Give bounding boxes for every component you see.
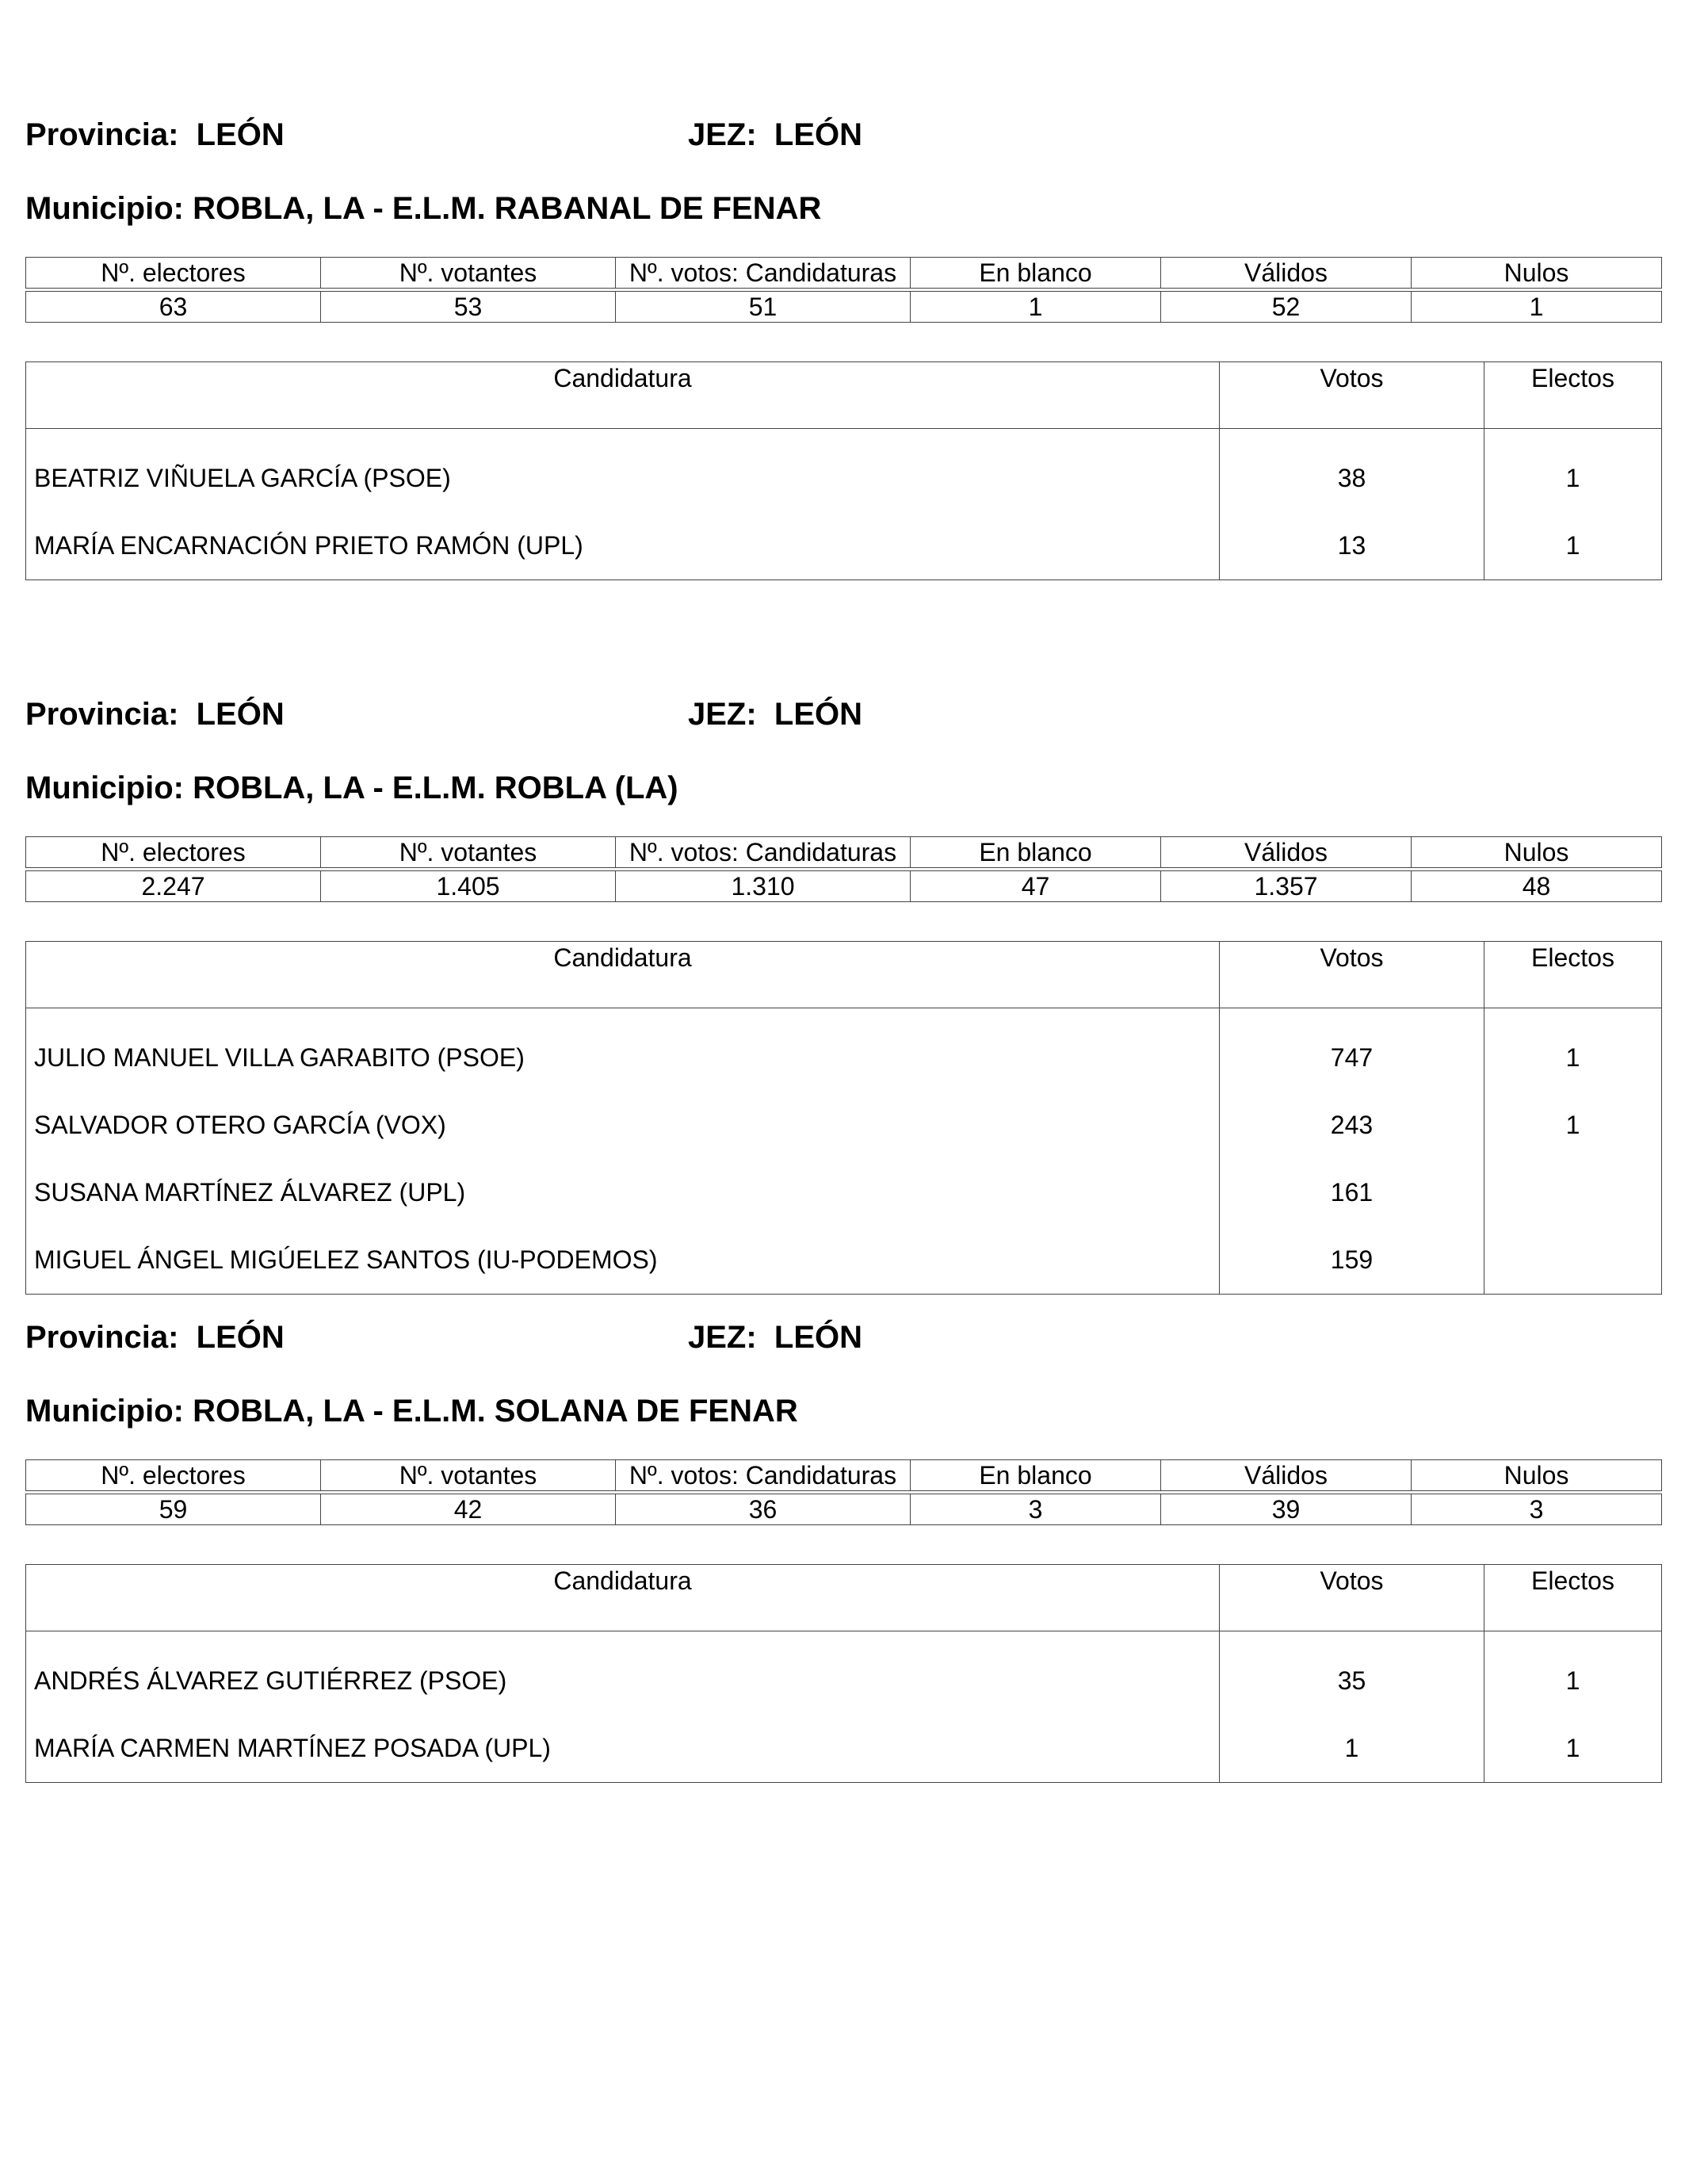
stats-value-cell: 1.357 [1161,871,1412,902]
electos-header: Electos [1484,942,1662,1008]
jez-heading: JEZ: LEÓN [688,117,863,152]
stats-header-cell: En blanco [911,837,1161,868]
stats-header-cell: Nº. votos: Candidaturas [616,1460,911,1491]
candidate-name: MIGUEL ÁNGEL MIGÚELEZ SANTOS (IU-PODEMOS) [26,1226,1220,1295]
stats-value-row [26,1494,1662,1525]
section-header [25,111,1661,159]
candidate-name: MARÍA ENCARNACIÓN PRIETO RAMÓN (UPL) [26,512,1220,580]
candidates-table [25,361,1662,580]
stats-header-cell: Nº. votos: Candidaturas [616,258,911,289]
stats-table [25,257,1662,323]
votos-header: Votos [1220,362,1484,429]
candidate-electos: 1 [1484,1715,1662,1783]
stats-value-cell: 1 [1412,292,1662,323]
candidates-table [25,941,1662,1295]
stats-value-cell: 52 [1161,292,1412,323]
votos-header: Votos [1220,942,1484,1008]
jez-heading: JEZ: LEÓN [688,1320,863,1355]
candidate-votos: 747 [1220,1008,1484,1092]
results-section-solana [25,1314,1661,1762]
electos-header: Electos [1484,362,1662,429]
table-row [26,1159,1662,1226]
stats-header-cell: Válidos [1161,258,1412,289]
candidate-electos [1484,1226,1662,1295]
candidate-name: ANDRÉS ÁLVAREZ GUTIÉRREZ (PSOE) [26,1631,1220,1715]
stats-value-cell: 3 [1412,1494,1662,1525]
table-row [26,1715,1662,1783]
candidatura-header: Candidatura [26,942,1220,1008]
candidate-name: BEATRIZ VIÑUELA GARCÍA (PSOE) [26,429,1220,513]
stats-header-cell: Nulos [1412,258,1662,289]
candidate-votos: 159 [1220,1226,1484,1295]
table-row [26,1631,1662,1715]
stats-table [25,1459,1662,1525]
stats-value-cell: 2.247 [26,871,321,902]
stats-value-cell: 39 [1161,1494,1412,1525]
table-row [26,429,1662,513]
stats-value-row [26,871,1662,902]
candidates-header-row [26,1565,1662,1631]
candidate-votos: 243 [1220,1092,1484,1159]
stats-header-cell: Nulos [1412,837,1662,868]
stats-header-cell: Nº. electores [26,837,321,868]
results-section-rabanal [25,111,1661,560]
provincia-heading: Provincia: LEÓN [25,697,285,732]
candidate-votos: 38 [1220,429,1484,513]
stats-value-cell: 1 [911,292,1161,323]
candidate-electos: 1 [1484,512,1662,580]
stats-header-cell: En blanco [911,258,1161,289]
stats-header-cell: En blanco [911,1460,1161,1491]
municipio-heading: Municipio: ROBLA, LA - E.L.M. RABANAL DE FENAR [25,191,822,226]
candidate-name: SUSANA MARTÍNEZ ÁLVAREZ (UPL) [26,1159,1220,1226]
stats-value-cell: 63 [26,292,321,323]
candidate-votos: 13 [1220,512,1484,580]
candidates-header-row [26,942,1662,1008]
stats-value-cell: 1.405 [321,871,616,902]
stats-value-cell: 48 [1412,871,1662,902]
stats-value-cell: 1.310 [616,871,911,902]
stats-header-row [26,837,1662,868]
provincia-heading: Provincia: LEÓN [25,1320,285,1355]
stats-header-cell: Nº. votos: Candidaturas [616,837,911,868]
stats-header-row [26,1460,1662,1491]
stats-value-row [26,292,1662,323]
stats-value-cell: 51 [616,292,911,323]
candidate-electos [1484,1159,1662,1226]
candidate-votos: 161 [1220,1159,1484,1226]
candidatura-header: Candidatura [26,362,1220,429]
stats-value-cell: 47 [911,871,1161,902]
candidate-name: JULIO MANUEL VILLA GARABITO (PSOE) [26,1008,1220,1092]
candidates-table [25,1564,1662,1783]
provincia-heading: Provincia: LEÓN [25,117,285,152]
stats-value-cell: 3 [911,1494,1161,1525]
candidate-electos: 1 [1484,1631,1662,1715]
stats-value-cell: 53 [321,292,616,323]
stats-value-cell: 42 [321,1494,616,1525]
table-row [26,512,1662,580]
electos-header: Electos [1484,1565,1662,1631]
section-header [25,1314,1661,1361]
candidate-electos: 1 [1484,1092,1662,1159]
stats-header-cell: Válidos [1161,837,1412,868]
stats-header-row [26,258,1662,289]
stats-header-cell: Nulos [1412,1460,1662,1491]
municipio-heading: Municipio: ROBLA, LA - E.L.M. SOLANA DE FENAR [25,1394,798,1429]
stats-header-cell: Nº. votantes [321,258,616,289]
stats-value-cell: 59 [26,1494,321,1525]
stats-header-cell: Válidos [1161,1460,1412,1491]
candidate-electos: 1 [1484,1008,1662,1092]
municipio-heading: Municipio: ROBLA, LA - E.L.M. ROBLA (LA) [25,771,678,805]
stats-value-cell: 36 [616,1494,911,1525]
table-row [26,1008,1662,1092]
candidates-header-row [26,362,1662,429]
stats-table [25,836,1662,902]
results-section-robla [25,690,1661,1274]
candidate-name: MARÍA CARMEN MARTÍNEZ POSADA (UPL) [26,1715,1220,1783]
candidate-name: SALVADOR OTERO GARCÍA (VOX) [26,1092,1220,1159]
stats-header-cell: Nº. electores [26,258,321,289]
candidate-votos: 35 [1220,1631,1484,1715]
section-header [25,690,1661,738]
table-row [26,1226,1662,1295]
candidate-electos: 1 [1484,429,1662,513]
stats-header-cell: Nº. votantes [321,837,616,868]
table-row [26,1092,1662,1159]
votos-header: Votos [1220,1565,1484,1631]
jez-heading: JEZ: LEÓN [688,697,863,732]
candidate-votos: 1 [1220,1715,1484,1783]
stats-header-cell: Nº. electores [26,1460,321,1491]
stats-header-cell: Nº. votantes [321,1460,616,1491]
candidatura-header: Candidatura [26,1565,1220,1631]
